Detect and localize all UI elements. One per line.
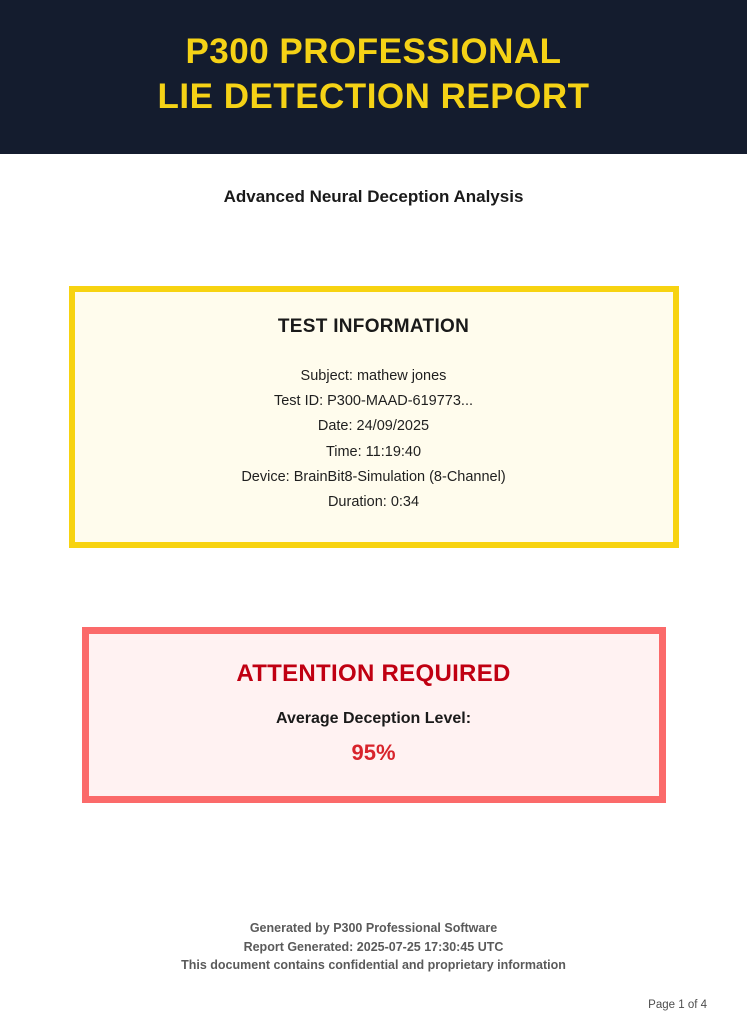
page-number: Page 1 of 4 (648, 999, 707, 1011)
average-deception-level-value: 95% (351, 739, 396, 765)
average-deception-level-label: Average Deception Level: (275, 709, 472, 727)
test-information-panel (69, 286, 679, 548)
report-title-line-2: LIE DETECTION REPORT (157, 76, 590, 116)
footer-generated-by: Generated by P300 Professional Software (249, 920, 498, 935)
test-info-date: Date: 24/09/2025 (317, 418, 430, 435)
test-info-device: Device: BrainBit8-Simulation (8-Channel) (241, 469, 506, 486)
report-title-line-1: P300 PROFESSIONAL (185, 32, 562, 71)
test-info-test-id: Test ID: P300-MAAD-619773... (273, 392, 474, 409)
footer-report-generated: Report Generated: 2025-07-25 17:30:45 UTC (243, 939, 504, 954)
report-header (0, 0, 747, 154)
footer-confidentiality-notice: This document contains confidential and proprietary information (181, 958, 566, 973)
report-footer (0, 919, 747, 975)
test-info-duration: Duration: 0:34 (327, 494, 420, 511)
attention-required-title: ATTENTION REQUIRED (236, 659, 511, 687)
test-info-time: Time: 11:19:40 (325, 443, 422, 460)
test-info-subject: Subject: mathew jones (300, 367, 447, 384)
report-subtitle: Advanced Neural Deception Analysis (223, 186, 524, 206)
test-information-title: TEST INFORMATION (277, 315, 470, 337)
attention-required-panel (82, 627, 666, 803)
